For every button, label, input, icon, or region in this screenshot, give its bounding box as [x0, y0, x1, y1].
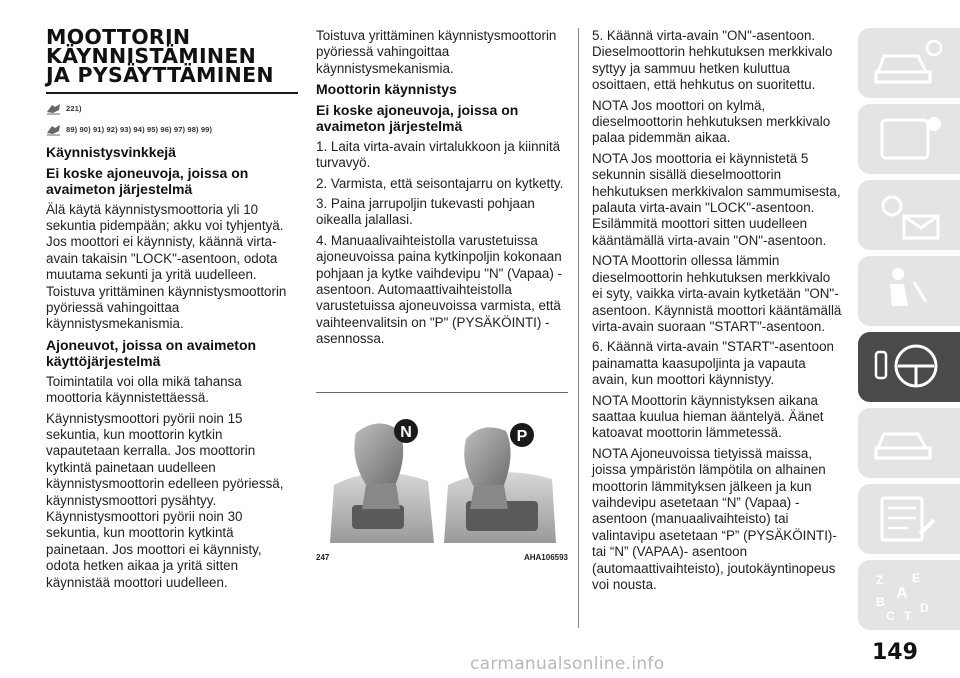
lights-warning-icon: [868, 186, 948, 244]
svg-text:D: D: [920, 601, 929, 615]
column-3: [592, 28, 842, 597]
key-steering-icon: [868, 338, 948, 396]
tab-safety[interactable]: [858, 256, 960, 326]
svg-text:C: C: [886, 609, 895, 623]
step-5: 5. Käännä virta-avain "ON"-asentoon. Dieselmoottorin hehkutuksen merkkivalo syttyy ja sammuu hetken kuluttua osoittaen, että hehkutus on suoritettu.: [592, 28, 833, 93]
tab-warning-lights[interactable]: [858, 180, 960, 250]
figure-caption: [316, 553, 568, 562]
page-number: 149: [872, 640, 918, 665]
note: NOTA Ajoneuvoissa tietyissä maissa, joissa ympäristön lämpötila on alhainen moottorin lämmityksen jälkeen ja kun vaihdevipu asetetaan “N” (Vapaa) -asentoon (manuaalivaihteisto) tai valintavipu asetetaan “P” (PYSÄKÖINTI)- tai “N” (VAPAA)- asentoon (automaattivaihteisto), joutokäyntinopeus voi nousta.: [592, 445, 837, 592]
paragraph: Käynnistysmoottori pyörii noin 15 sekuntia, kun moottorin kytkin vapautetaan kerralla. Jos moottorin kytkintä painetaan uudelleen käynnistysmoottorin edelleen pyöriessä, käynnistysmoottori pysähtyy. Käynnistysmoottori pyörii noin 30 sekuntia, kun moottorin kytkintä painetaan. Jos moottori ei käynnisty, odota hetken aikaa ja yritä sitten käynnistää moottori uudelleen.: [46, 410, 284, 590]
figure-image: [316, 393, 568, 553]
warning-reference-1: [46, 102, 298, 115]
note: NOTA Jos moottoria ei käynnistetä 5 sekunnin sisällä dieselmoottorin hehkutuksen merkkivalon sammumisesta, palauta virta-avain "LOCK"-asentoon. Esilämmitä moottori sitten uudelleen kääntämällä virta-avain "ON"-asentoon.: [592, 150, 841, 248]
warning-reference-text: 89) 90) 91) 92) 93) 94) 95) 96) 97) 98) 99): [66, 125, 213, 134]
index-letters-icon: [868, 566, 948, 624]
step-2: 2. Varmista, että seisontajarru on kytketty.: [316, 175, 564, 191]
column-divider: [578, 28, 579, 628]
warning-reference-2: [46, 123, 298, 136]
column-2: [316, 28, 566, 352]
title-divider: [46, 92, 298, 94]
watermark: carmanualsonline.info: [470, 654, 665, 674]
automatic-lever-p: [444, 427, 556, 543]
paragraph: Toistuva yrittäminen käynnistysmoottorin pyöriessä vahingoittaa käynnistysmekanismia.: [316, 28, 557, 76]
svg-text:B: B: [876, 595, 885, 609]
svg-text:Z: Z: [876, 573, 884, 587]
seat-airbag-icon: [868, 262, 948, 320]
note: NOTA Jos moottori on kylmä, dieselmoottorin hehkutuksen merkkivalo palaa pidemmän aikaa.: [592, 97, 831, 146]
svg-text:T: T: [904, 609, 912, 623]
svg-text:E: E: [912, 571, 921, 585]
tab-dashboard[interactable]: [858, 104, 960, 174]
tab-index[interactable]: [858, 560, 960, 630]
column-1: [46, 25, 298, 595]
heading-engine-start: Moottorin käynnistys: [316, 81, 457, 98]
step-6: 6. Käännä virta-avain "START"-asentoon painamatta kaasupoljinta ja vapauta avain, kun moottori käynnistyy.: [592, 339, 834, 388]
section-title-line-1: MOOTTORIN: [46, 25, 191, 49]
step-1: 1. Laita virta-avain virtalukkoon ja kiinnitä turvavyö.: [316, 138, 561, 171]
gear-lever-illustration: [316, 393, 568, 553]
paragraph: Älä käytä käynnistysmoottoria yli 10 sekuntia pidempään; akku voi tyhjentyä. Jos moottori ei käynnisty, käännä virta-avain takaisin "LOCK"-asentoon, odota muutama sekunti ja yritä uudelleen. Toistuva yrittäminen käynnistysmoottorin pyöriessä vahingoittaa käynnistysmekanismia.: [46, 201, 287, 332]
heading-start-tips: Käynnistysvinkkejä: [46, 144, 176, 160]
maintenance-list-icon: [868, 490, 948, 548]
note: NOTA Moottorin ollessa lämmin dieselmoottorin hehkutuksen merkkivalo ei syty, vaikka virta-avain kytketään "ON"-asentoon. Käynnistä moottori kääntämällä virta-avain suoraan "START"-asentoon.: [592, 253, 842, 334]
gear-lever-figure: [316, 392, 568, 572]
car-info-icon: [868, 34, 948, 92]
chapter-tabs-sidebar: [848, 28, 960, 648]
figure-code: AHA106593: [523, 553, 568, 562]
heading-not-keyless: Ei koske ajoneuvoja, joissa on avaimeton järjestelmä: [46, 164, 249, 197]
warning-reference-text: 221): [66, 104, 82, 113]
tab-emergency[interactable]: [858, 408, 960, 478]
figure-number: 247: [316, 553, 330, 562]
section-title-line-3: JA PYSÄYTTÄMINEN: [46, 63, 274, 87]
car-breakdown-icon: [868, 414, 948, 472]
badge-n-label: N: [400, 424, 412, 441]
heading-keyless: Ajoneuvot, joissa on avaimeton käyttöjärjestelmä: [46, 336, 257, 370]
dashboard-info-icon: [868, 110, 948, 168]
warning-hand-icon: [46, 123, 61, 136]
section-title-line-2: KÄYNNISTÄMINEN: [46, 44, 257, 68]
tab-starting-driving[interactable]: [858, 332, 960, 402]
tab-maintenance[interactable]: [858, 484, 960, 554]
svg-text:A: A: [896, 585, 908, 602]
paragraph: Toimintatila voi olla mikä tahansa moottoria käynnistettäessä.: [46, 373, 242, 406]
step-3: 3. Paina jarrupoljin tukevasti pohjaan oikealla jalallasi.: [316, 195, 535, 228]
badge-p-label: P: [516, 428, 528, 445]
section-title: [46, 25, 298, 87]
note: NOTA Moottorin käynnistyksen aikana saattaa kuulua hieman ääntelyä. Äänet katoavat moottorin lämmetessä.: [592, 392, 824, 441]
step-4: 4. Manuaalivaihteistolla varustetuissa ajoneuvoissa paina kytkinpoljin kokonaan pohjaan ja kytke vaihdevipu "N" (Vapaa) -asentoon. Automaattivaihteistolla varustetuissa ajoneuvoissa varmista, että vaihteenvalitsin on "P" (PYSÄKÖINTI) -asennossa.: [316, 232, 562, 347]
manual-lever-n: [330, 423, 434, 543]
tab-car-info[interactable]: [858, 28, 960, 98]
warning-hand-icon: [46, 102, 61, 115]
heading-not-keyless: Ei koske ajoneuvoja, joissa on avaimeton järjestelmä: [316, 101, 519, 135]
